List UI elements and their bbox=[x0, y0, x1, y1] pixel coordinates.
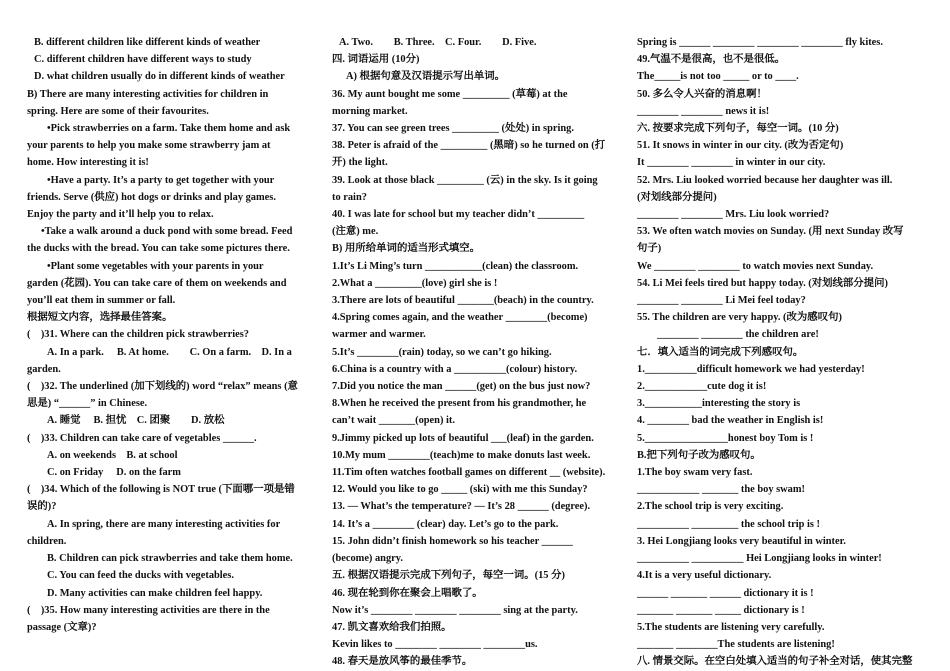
fill-item-5: 5.It’s ________(rain) today, so we can’t go hiking. bbox=[332, 346, 552, 358]
section-4b-instruction: B) 用所给单词的适当形式填空。 bbox=[332, 243, 481, 255]
question-53: 53. We often watch movies on Sunday. (用 next Sunday 改写 bbox=[637, 226, 904, 238]
question-34-option-d: D. Many activities can make children feel happy. bbox=[47, 587, 263, 599]
section-6-heading: 六. 按要求完成下列句子，每空一词。(10 分) bbox=[637, 123, 839, 135]
question-35-options: A. Two. B. Three. C. Four. D. Five. bbox=[339, 37, 537, 48]
question-38-cont: 开) the light. bbox=[332, 157, 388, 169]
fill-item-9: 9.Jimmy picked up lots of beautiful ___(leaf) in the garden. bbox=[332, 432, 594, 444]
question-40-cont: (注意) me. bbox=[332, 226, 379, 238]
fill-item-6: 6.China is a country with a __________(colour) history. bbox=[332, 363, 578, 375]
passage-bullet: •Plant some vegetables with your parents in your bbox=[47, 260, 264, 272]
question-34-option-c: C. You can feed the ducks with vegetables. bbox=[47, 570, 234, 582]
question-32: ( )32. The underlined (加下划线的) word “relax” means (意 bbox=[27, 381, 298, 393]
question-34: ( )34. Which of the following is NOT true (下面哪一项是错 bbox=[27, 484, 295, 496]
fill-item-8-cont: can’t wait _______(open) it. bbox=[332, 415, 455, 427]
question-31-options-cont: garden. bbox=[27, 363, 61, 375]
column-right bbox=[637, 34, 927, 671]
exclaim-item-4: 4. ________ bad the weather in English is! bbox=[637, 415, 824, 427]
column-left bbox=[27, 34, 310, 636]
question-36: 36. My aunt bought me some _________ (草莓) at the bbox=[332, 88, 568, 100]
fill-item-4: 4.Spring comes again, and the weather ________(become) bbox=[332, 312, 588, 324]
passage-line: garden (花园). You can take care of them on weekends and bbox=[27, 277, 287, 289]
question-38: 38. Peter is afraid of the _________ (黑暗) so he turned on (打 bbox=[332, 140, 606, 152]
question-55-answer-line: ________ ________ the children are! bbox=[657, 329, 819, 341]
question-35: ( )35. How many interesting activities are there in the bbox=[27, 604, 270, 616]
question-48-answer-line: Spring is ______ ________ ________ ________ fly kites. bbox=[637, 37, 883, 48]
instruction: 根据短文内容，选择最佳答案。 bbox=[27, 312, 173, 324]
question-31-options: A. In a park. B. At home. C. On a farm. D. In a bbox=[47, 346, 292, 358]
passage-line: home. How interesting it is! bbox=[27, 157, 149, 169]
fill-item-7: 7.Did you notice the man ______(get) on the bus just now? bbox=[332, 381, 591, 393]
rewrite-item-5-answer: _______ ________The students are listening! bbox=[637, 639, 835, 651]
rewrite-item-3-answer: __________ __________ Hei Longjiang looks in winter! bbox=[637, 553, 882, 565]
passage-line: your parents to help you make some strawberry jam at bbox=[27, 140, 271, 152]
passage-bullet: •Pick strawberries on a farm. Take them home and ask bbox=[47, 123, 291, 135]
column-middle bbox=[332, 34, 618, 671]
passage-line: the ducks with the bread. You can take some pictures there. bbox=[27, 243, 290, 255]
question-54: 54. Li Mei feels tired but happy today. (对划线部分提问) bbox=[637, 277, 888, 289]
question-46: 46. 现在轮到你在聚会上唱歌了。 bbox=[332, 587, 483, 599]
question-53-answer-line: We ________ ________ to watch movies next Sunday. bbox=[637, 260, 874, 272]
fill-item-3: 3.There are lots of beautiful _______(beach) in the country. bbox=[332, 295, 594, 307]
section-4-heading: 四. 词语运用 (10分) bbox=[332, 54, 420, 66]
rewrite-item-1: 1.The boy swam very fast. bbox=[637, 467, 753, 479]
question-50: 50. 多么令人兴奋的消息啊！ bbox=[637, 88, 767, 100]
question-49-answer-line: The_____is not too _____ or to ____. bbox=[637, 71, 799, 83]
fill-item-1: 1.It’s Li Ming’s turn ___________(clean) the classroom. bbox=[332, 260, 579, 272]
question-33-options: C. on Friday D. on the farm bbox=[47, 467, 181, 479]
passage-line: you’ll eat them in summer or fall. bbox=[27, 295, 176, 307]
question-50-answer-line: ________ ________ news it is! bbox=[637, 105, 770, 117]
question-34-option-b: B. Children can pick strawberries and take them home. bbox=[47, 553, 293, 565]
passage-b-intro: B) There are many interesting activities for children in bbox=[27, 88, 269, 100]
question-51-answer-line: It ________ ________ in winter in our city. bbox=[637, 157, 826, 169]
question-34-cont: 误的)? bbox=[27, 501, 57, 513]
exclaim-item-2: 2.____________cute dog it is! bbox=[637, 381, 767, 393]
question-32-cont: 思是) “______” in Chinese. bbox=[27, 398, 148, 410]
passage-line: spring. Here are some of their favourites. bbox=[27, 105, 209, 117]
question-48: 48. 春天是放风筝的最佳季节。 bbox=[332, 656, 473, 668]
question-52: 52. Mrs. Liu looked worried because her daughter was ill. bbox=[637, 174, 893, 186]
fill-item-2: 2.What a _________(love) girl she is ! bbox=[332, 277, 498, 289]
rewrite-item-4-answer-alt: _______ _______ _____ dictionary is ! bbox=[637, 604, 805, 616]
fill-item-14: 14. It’s a ________ (clear) day. Let’s go to the park. bbox=[332, 518, 559, 530]
section-7b-instruction: B.把下列句子改为感叹句。 bbox=[637, 449, 761, 461]
question-33-options: A. on weekends B. at school bbox=[47, 449, 178, 461]
question-37: 37. You can see green trees _________ (处处) in spring. bbox=[332, 123, 574, 135]
exclaim-item-1: 1.__________difficult homework we had yesterday! bbox=[637, 363, 865, 375]
question-55: 55. The children are very happy. (改为感叹句) bbox=[637, 312, 842, 324]
passage-line: Enjoy the party and it’ll help you to relax. bbox=[27, 209, 214, 221]
question-32-options: A. 睡觉 B. 担忧 C. 团聚 D. 放松 bbox=[47, 415, 225, 427]
question-35-cont: passage (文章)? bbox=[27, 621, 97, 633]
rewrite-item-3: 3. Hei Longjiang looks very beautiful in winter. bbox=[637, 535, 846, 547]
fill-item-15: 15. John didn’t finish homework so his teacher ______ bbox=[332, 535, 573, 547]
question-39: 39. Look at those black _________ (云) in the sky. Is it going bbox=[332, 174, 598, 186]
rewrite-item-2: 2.The school trip is very exciting. bbox=[637, 501, 784, 513]
question-53-cont: 句子) bbox=[637, 243, 662, 255]
fill-item-15-cont: (become) angry. bbox=[332, 553, 403, 565]
section-7-heading: 七．填入适当的词完成下列感叹句。 bbox=[637, 346, 804, 358]
fill-item-4-cont: warmer and warmer. bbox=[332, 329, 426, 341]
fill-item-11: 11.Tim often watches football games on different __ (website). bbox=[332, 467, 606, 479]
section-5-heading: 五. 根据汉语提示完成下列句子，每空一词。(15 分) bbox=[332, 570, 565, 582]
fill-item-13: 13. — What’s the temperature? — It’s 28 ______ (degree). bbox=[332, 501, 591, 513]
question-51: 51. It snows in winter in our city. (改为否定句) bbox=[637, 140, 844, 152]
rewrite-item-1-answer: ____________ _______ the boy swam! bbox=[637, 484, 805, 496]
section-8-heading: 八. 情景交际。在空白处填入适当的句子补全对话，使其完整 bbox=[637, 656, 913, 668]
question-34-option-a-cont: children. bbox=[27, 535, 67, 547]
fill-item-8: 8.When he received the present from his grandmother, he bbox=[332, 398, 587, 410]
option-31-c: C. different children have different ways to study bbox=[34, 54, 252, 66]
question-52-answer-line: ________ ________ Mrs. Liu look worried? bbox=[637, 209, 830, 221]
passage-bullet: •Take a walk around a duck pond with some bread. Feed bbox=[41, 226, 293, 238]
question-36-cont: morning market. bbox=[332, 105, 408, 117]
option-31-d: D. what children usually do in different kinds of weather bbox=[34, 71, 285, 83]
rewrite-item-4-answer: ______ _______ ______ dictionary it is ! bbox=[637, 587, 814, 599]
exclaim-item-5: 5.________________honest boy Tom is ! bbox=[637, 432, 814, 444]
question-34-option-a: A. In spring, there are many interesting activities for bbox=[47, 518, 281, 530]
option-31-b: B. different children like different kinds of weather bbox=[34, 37, 261, 48]
exclaim-item-3: 3.___________interesting the story is bbox=[637, 398, 801, 410]
question-49: 49.气温不是很高，也不是很低。 bbox=[637, 54, 786, 66]
question-47: 47. 凯文喜欢给我们拍照。 bbox=[332, 621, 452, 633]
fill-item-10: 10.My mum ________(teach)me to make donuts last week. bbox=[332, 449, 591, 461]
rewrite-item-5: 5.The students are listening very carefully. bbox=[637, 621, 825, 633]
question-33: ( )33. Children can take care of vegetables ______. bbox=[27, 432, 257, 444]
question-46-answer-line: Now it’s ________ ________ ________ sing at the party. bbox=[332, 604, 578, 616]
rewrite-item-4: 4.It is a very useful dictionary. bbox=[637, 570, 772, 582]
fill-item-12: 12. Would you like to go _____ (ski) with me this Sunday? bbox=[332, 484, 588, 496]
question-52-cont: (对划线部分提问) bbox=[637, 191, 717, 203]
question-47-answer-line: Kevin likes to ________ ________ ________us. bbox=[332, 639, 538, 651]
rewrite-item-2-answer: __________ _________ the school trip is ! bbox=[637, 518, 820, 530]
question-54-answer-line: ________ ________ Li Mei feel today? bbox=[637, 295, 806, 307]
question-40: 40. I was late for school but my teacher didn’t _________ bbox=[332, 209, 585, 221]
section-4a-instruction: A) 根据句意及汉语提示写出单词。 bbox=[346, 71, 506, 83]
question-31: ( )31. Where can the children pick strawberries? bbox=[27, 329, 249, 341]
question-39-cont: to rain? bbox=[332, 191, 367, 203]
passage-line: friends. Serve (供应) hot dogs or drinks and play games. bbox=[27, 191, 276, 203]
passage-bullet: •Have a party. It’s a party to get together with your bbox=[47, 174, 275, 186]
